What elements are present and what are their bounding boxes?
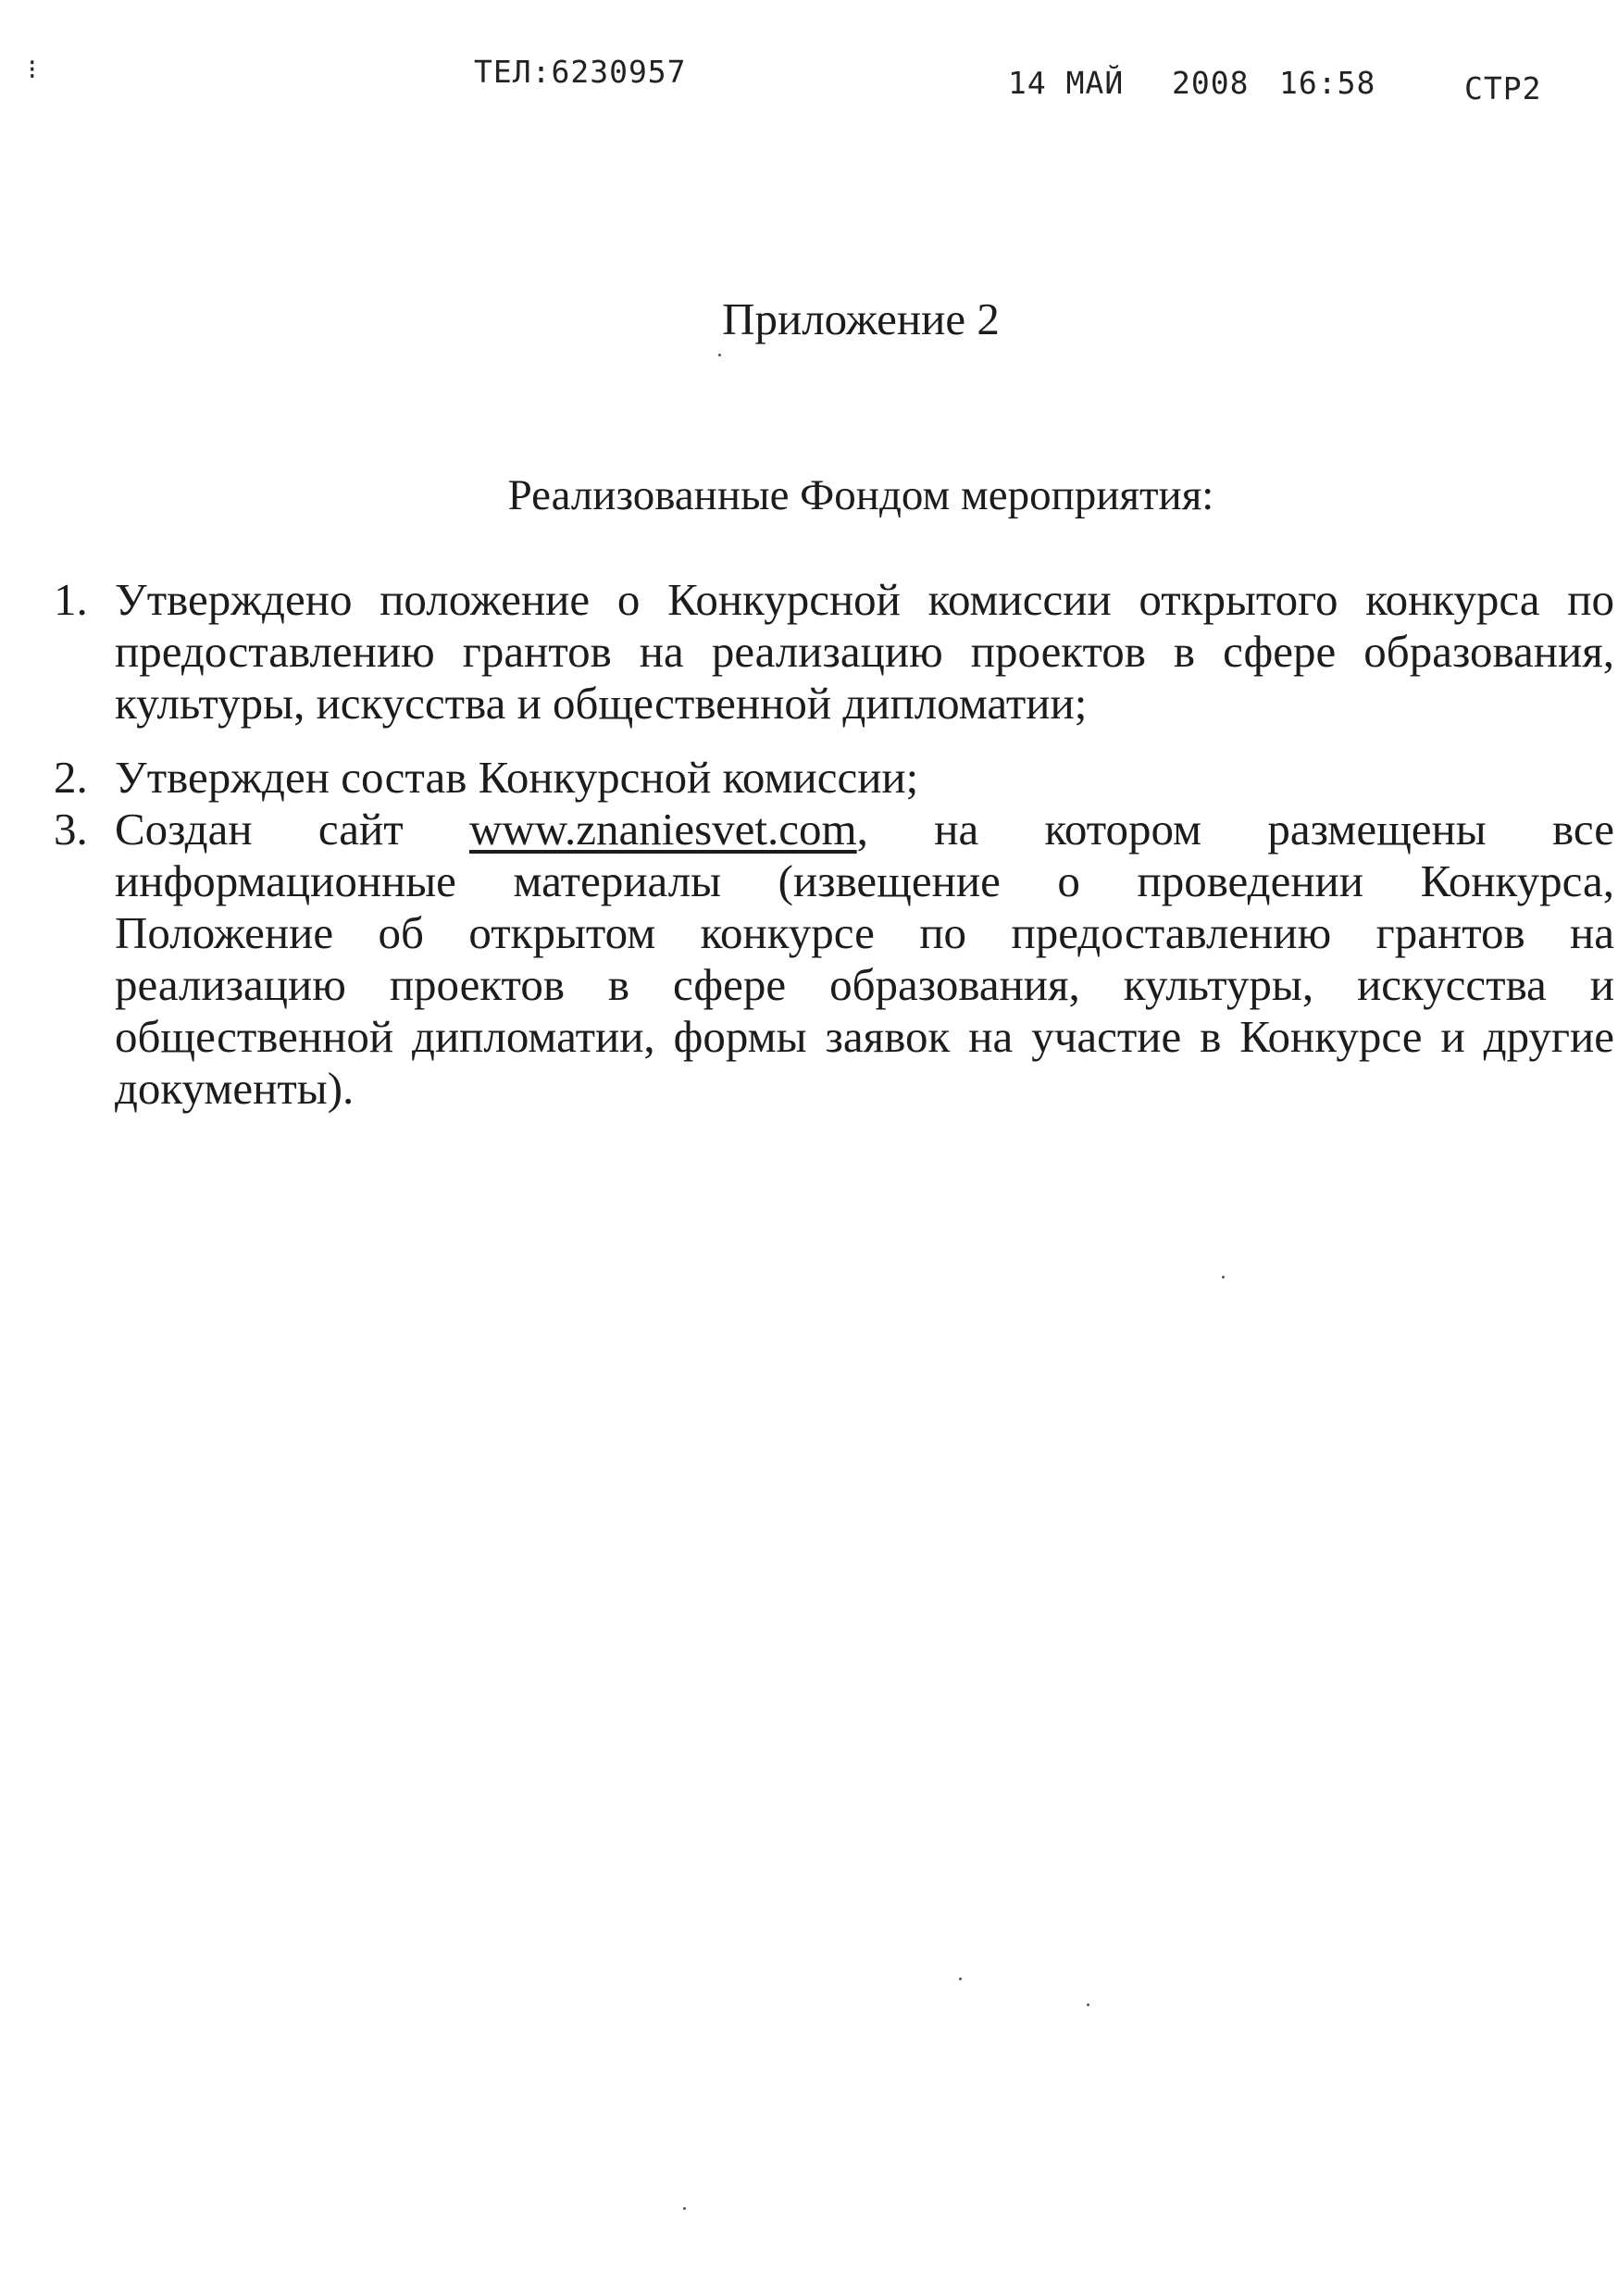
list-item-text: Утверждено положение о Конкурсной комиссии открытого конкурса по предоставлению грантов на реализацию проектов в сфере образования, культуры, искусства и общественной дипломатии; (115, 574, 1614, 729)
fax-phone-number: ТЕЛ:6230957 (474, 54, 687, 90)
fax-year: 2008 (1172, 65, 1250, 101)
fax-mark: ⁝ (28, 54, 38, 86)
list-item-text: Утвержден состав Конкурсной комиссии; (115, 752, 919, 803)
list-item-number: 2. (54, 752, 88, 803)
scan-speck (683, 2207, 686, 2210)
scan-speck (718, 354, 721, 356)
scan-speck (959, 1978, 962, 1980)
fax-page-number: СТР2 (1464, 70, 1542, 106)
list-item-text-after-link: , на котором размещены все информационные материалы (извещение о проведении Конкурса, Положение об открытом конкурсе по предоставлению грантов на реализацию проектов в сфере образования, культуры, искусства и общественной дипломатии, формы заявок на участие в Конкурсе и другие документы). (115, 804, 1614, 1114)
list-item-number: 3. (54, 804, 88, 855)
scan-speck (1087, 2003, 1089, 2006)
fax-time: 16:58 (1279, 65, 1376, 101)
list-item-text-before-link: Создан сайт (115, 804, 469, 855)
fax-date: 14 МАЙ (1008, 65, 1125, 101)
list-item-number: 1. (54, 574, 88, 625)
events-list (0, 574, 1618, 1315)
scan-speck (1222, 1276, 1225, 1279)
section-title: Реализованные Фондом мероприятия: (507, 471, 1214, 519)
website-link[interactable]: www.znaniesvet.com (468, 804, 857, 855)
appendix-title: Приложение 2 (722, 293, 1000, 344)
list-item-text (115, 804, 1614, 1115)
